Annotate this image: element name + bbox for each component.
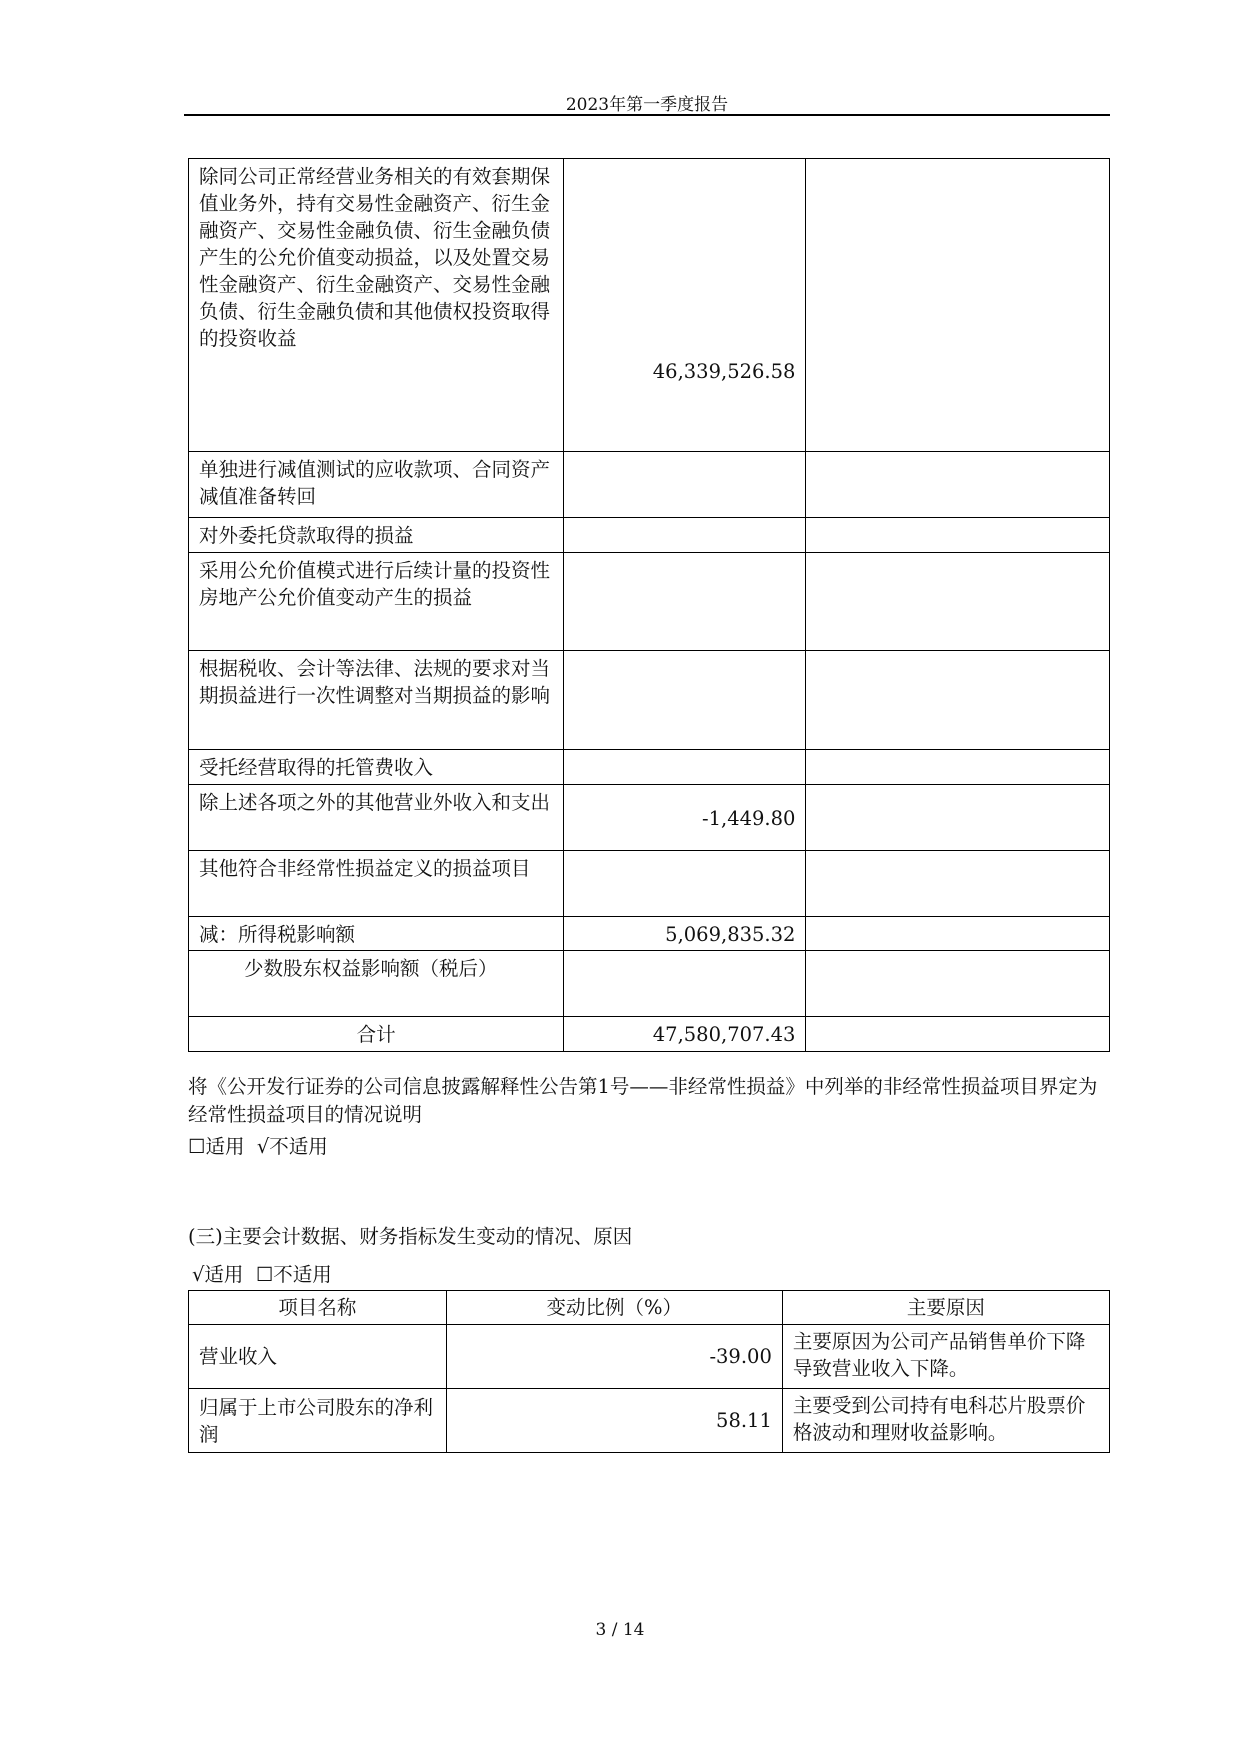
non-recurring-items-table — [188, 158, 1110, 1052]
page-header-title: 2023年第一季度报告 — [565, 95, 729, 115]
amount-cell: 5,069,835.32 — [564, 917, 806, 951]
note-cell — [806, 159, 1110, 452]
amount-cell — [564, 553, 806, 651]
item-cell: 除上述各项之外的其他营业外收入和支出 — [189, 785, 564, 851]
amount-cell — [564, 750, 806, 785]
item-name-cell: 归属于上市公司股东的净利润 — [189, 1389, 447, 1453]
financial-changes-table — [188, 1290, 1110, 1453]
item-cell: 根据税收、会计等法律、法规的要求对当期损益进行一次性调整对当期损益的影响 — [189, 651, 564, 750]
item-cell: 其他符合非经常性损益定义的损益项目 — [189, 851, 564, 917]
note-cell — [806, 917, 1110, 951]
column-header: 变动比例（%） — [446, 1291, 782, 1325]
reason-cell: 主要原因为公司产品销售单价下降导致营业收入下降。 — [782, 1325, 1109, 1389]
applicability-choice-section3: √适用 ☐不适用 — [192, 1263, 332, 1286]
ratio-cell: 58.11 — [446, 1389, 782, 1453]
note-cell — [806, 851, 1110, 917]
table-row — [189, 917, 1110, 951]
explanation-text: 将《公开发行证券的公司信息披露解释性公告第1号——非经常性损益》中列举的非经常性损益项目界定为经常性损益项目的情况说明 — [188, 1075, 1098, 1126]
table-row — [189, 785, 1110, 851]
item-cell: 单独进行减值测试的应收款项、合同资产减值准备转回 — [189, 452, 564, 518]
amount-cell — [564, 851, 806, 917]
table-row — [189, 851, 1110, 917]
table-row — [189, 750, 1110, 785]
amount-cell: -1,449.80 — [564, 785, 806, 851]
amount-cell — [564, 951, 806, 1017]
column-header: 项目名称 — [189, 1291, 447, 1325]
header-rule — [184, 114, 1110, 116]
note-cell — [806, 518, 1110, 553]
note-cell — [806, 750, 1110, 785]
note-cell — [806, 452, 1110, 518]
item-cell: 受托经营取得的托管费收入 — [189, 750, 564, 785]
table-row — [189, 159, 1110, 452]
table-row — [189, 951, 1110, 1017]
item-cell: 对外委托贷款取得的损益 — [189, 518, 564, 553]
amount-cell — [564, 452, 806, 518]
item-name-cell: 营业收入 — [189, 1325, 447, 1389]
table-row — [189, 651, 1110, 750]
amount-cell — [564, 651, 806, 750]
note-cell — [806, 1017, 1110, 1052]
section-title: (三)主要会计数据、财务指标发生变动的情况、原因 — [188, 1225, 633, 1248]
note-cell — [806, 651, 1110, 750]
reason-cell: 主要受到公司持有电科芯片股票价格波动和理财收益影响。 — [782, 1389, 1109, 1453]
total-label: 合计 — [189, 1017, 564, 1052]
table-row-total — [189, 1017, 1110, 1052]
item-cell: 采用公允价值模式进行后续计量的投资性房地产公允价值变动产生的损益 — [189, 553, 564, 651]
table-row — [189, 1325, 1110, 1389]
applicability-choice: ☐适用 √不适用 — [188, 1135, 328, 1158]
item-cell: 除同公司正常经营业务相关的有效套期保值业务外，持有交易性金融资产、衍生金融资产、交易性金融负债、衍生金融负债产生的公允价值变动损益，以及处置交易性金融资产、衍生金融资产、交易性金融负债、衍生金融负债和其他债权投资取得的投资收益 — [189, 159, 564, 452]
table-row — [189, 518, 1110, 553]
item-cell: 少数股东权益影响额（税后） — [189, 951, 564, 1017]
amount-cell: 46,339,526.58 — [564, 159, 806, 452]
note-cell — [806, 785, 1110, 851]
page-number: 3 / 14 — [595, 1620, 645, 1640]
note-cell — [806, 951, 1110, 1017]
table-header-row — [189, 1291, 1110, 1325]
table-row — [189, 553, 1110, 651]
amount-cell — [564, 518, 806, 553]
column-header: 主要原因 — [782, 1291, 1109, 1325]
ratio-cell: -39.00 — [446, 1325, 782, 1389]
table-row — [189, 1389, 1110, 1453]
total-amount: 47,580,707.43 — [564, 1017, 806, 1052]
note-cell — [806, 553, 1110, 651]
item-cell: 减：所得税影响额 — [189, 917, 564, 951]
table-row — [189, 452, 1110, 518]
